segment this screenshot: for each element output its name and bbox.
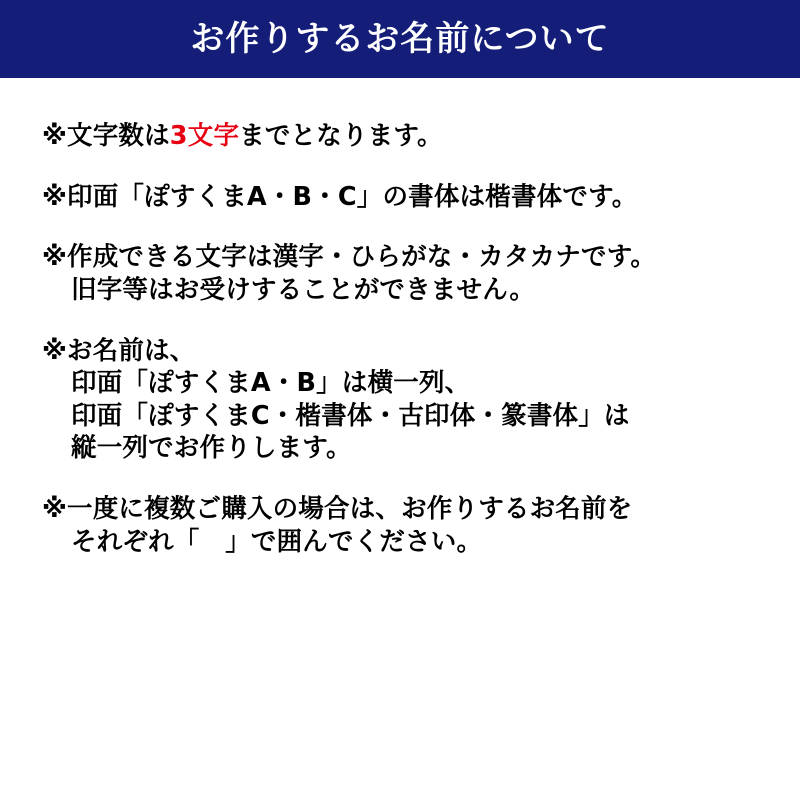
- note-line: [42, 367, 760, 400]
- header-bar: [0, 0, 800, 78]
- note-character-limit: [42, 120, 760, 153]
- note-text: 印面「ぽすくまA・B」は横一列、: [71, 368, 471, 399]
- note-text: 旧字等はお受けすることができません。: [71, 274, 536, 305]
- note-line: [42, 120, 760, 153]
- note-text: ※印面「ぽすくまA・B・C」の書体は楷書体です。: [42, 181, 638, 212]
- note-line: [42, 493, 760, 526]
- note-line: [42, 181, 760, 214]
- note-text: ※文字数は: [42, 121, 170, 151]
- note-line: [42, 274, 760, 307]
- note-text: ※作成できる文字は漢字・ひらがな・カタカナです。: [42, 242, 657, 273]
- note-text: ※一度に複数ご購入の場合は、お作りするお名前を: [42, 494, 633, 524]
- page-title: お作りするお名前について: [190, 19, 610, 59]
- note-line: [42, 241, 760, 274]
- note-font-style: [42, 181, 760, 214]
- note-text: ※お名前は、: [42, 335, 196, 366]
- note-line: [42, 335, 760, 368]
- highlighted-text: 3文字: [169, 121, 240, 151]
- note-text: それぞれ「 」で囲んでください。: [71, 526, 483, 557]
- note-line: [42, 526, 760, 559]
- notes-list: [0, 78, 800, 558]
- note-line: [42, 400, 760, 433]
- note-multiple-purchase: [42, 493, 760, 558]
- note-name-layout: [42, 335, 760, 466]
- note-text: までとなります。: [239, 121, 443, 151]
- note-text: 印面「ぽすくまC・楷書体・古印体・篆書体」は: [71, 400, 630, 431]
- note-line: [42, 432, 760, 465]
- note-available-characters: [42, 241, 760, 306]
- note-text: 縦一列でお作りします。: [71, 433, 352, 464]
